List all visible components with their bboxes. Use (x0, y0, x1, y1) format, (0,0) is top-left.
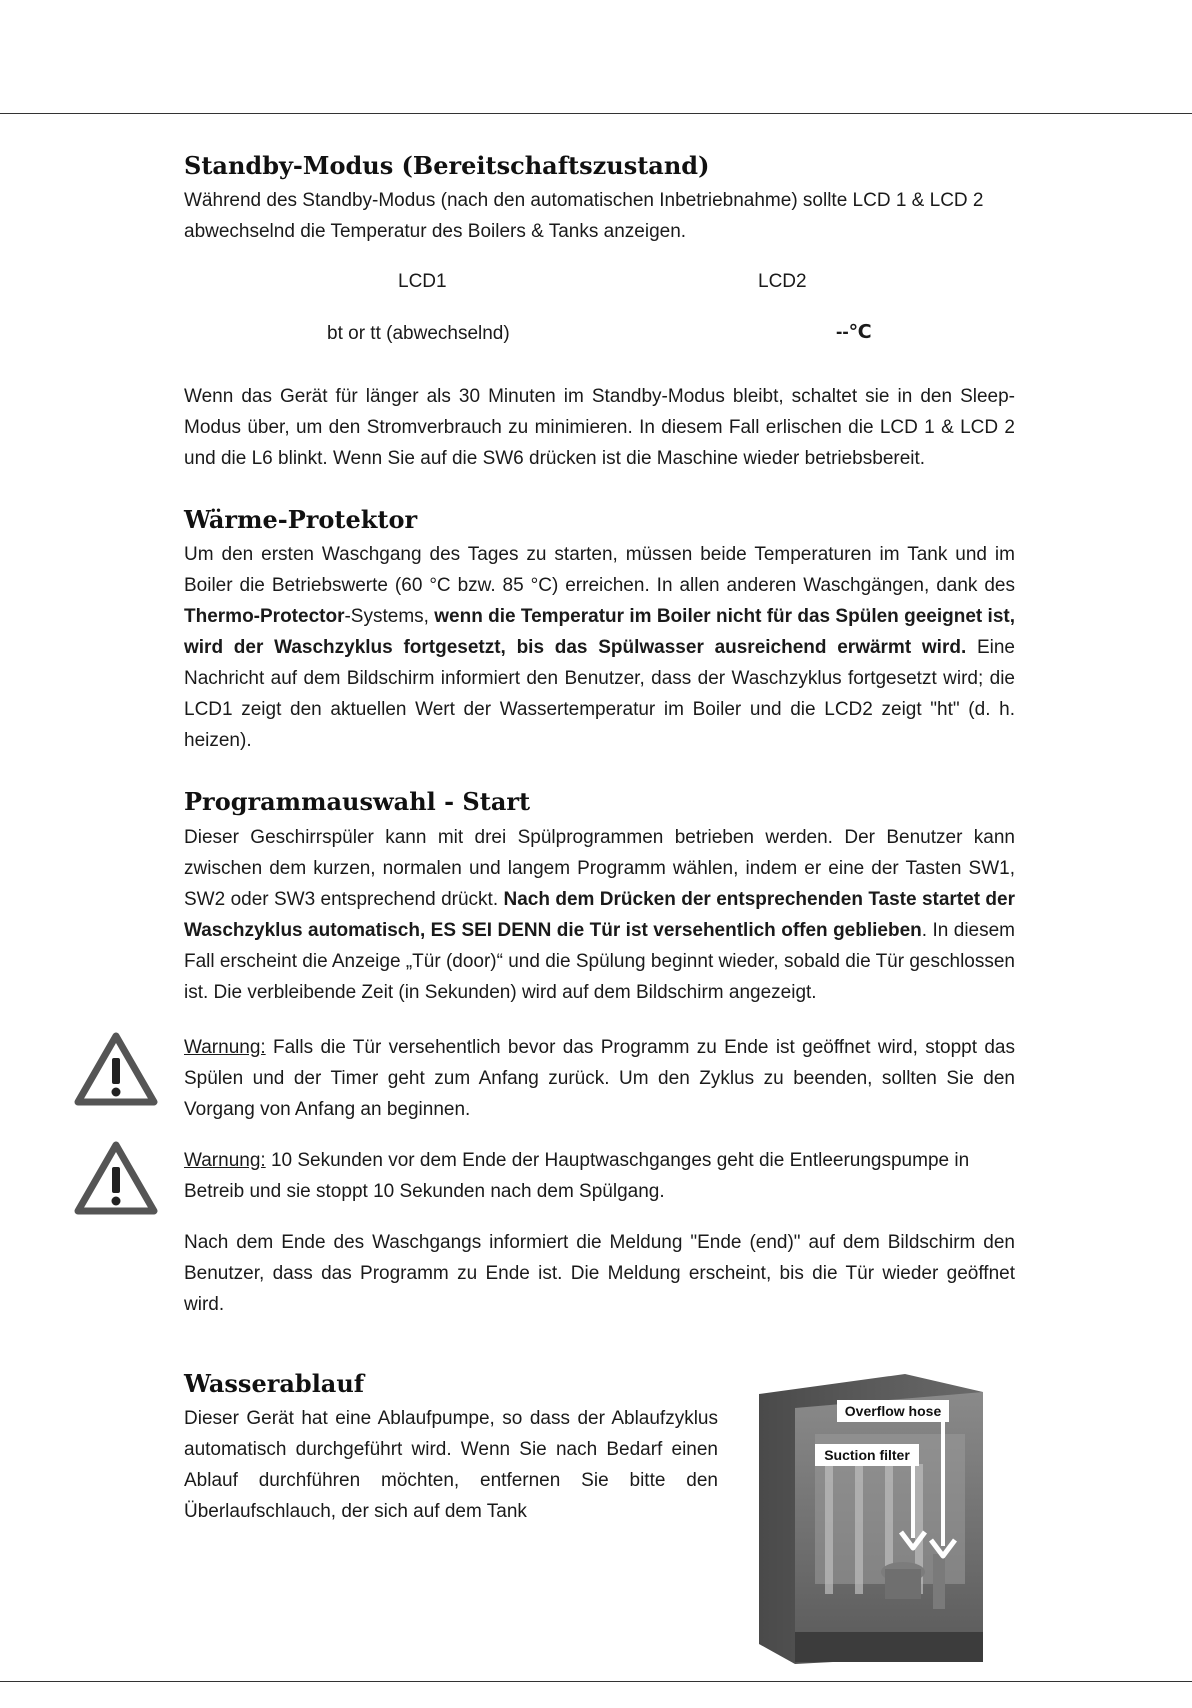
lcd1-label: LCD1 (398, 271, 447, 293)
lcd2-label: LCD2 (758, 271, 807, 293)
warning-body: Falls die Tür versehentlich bevor das Programm zu Ende ist geöffnet wird, stoppt das Spülen und der Timer geht zum Anfang zurück. Um den Zyklus zu beenden, sollten Sie den Vorgang von Anfang an beginnen. (184, 1036, 1015, 1120)
standby-intro: Während des Standby-Modus (nach den automatischen Inbetriebnahme) sollte LCD 1 & LCD 2 abwechselnd die Temperatur des Boilers & Tanks anzeigen. (184, 190, 984, 243)
warning-label: Warnung: (184, 1149, 266, 1171)
drain-heading: Wasserablauf (184, 1368, 365, 1398)
heat-heading: Wärme-Protektor (184, 505, 418, 535)
lcd1-value: bt or tt (abwechselnd) (327, 323, 510, 345)
standby-heading: Standby-Modus (Bereitschaftszustand) (184, 151, 710, 180)
heat-protector-section (184, 504, 1015, 756)
heat-emphasis: wenn die Temperatur im Boiler nicht für das Spülen geeignet ist, wird der Waschzyklus fortgesetzt, bis das Spülwasser ausreichend erwärmt wird. (184, 606, 1015, 659)
heat-text-part: Eine Nachricht auf dem Bildschirm informiert den Benutzer, dass der Waschzyklus fortgesetzt wird; die LCD1 zeigt den aktuellen Wert der Wassertemperatur im Boiler und die LCD2 zeigt "ht" (d. h. heizen). (184, 637, 1015, 752)
page-content (184, 150, 1015, 1708)
program-text-part: . In diesem Fall erscheint die Anzeige „Tür (door)“ und die Spülung beginnt wieder, sobald die Tür geschlossen ist. Die verbleibende Zeit (in Sekunden) wird auf dem Bildschirm angezeigt. (184, 919, 1015, 1003)
program-text-part: Dieser Geschirrspüler kann mit drei Spülprogrammen betrieben werden. Der Benutzer kann zwischen dem kurzen, normalen und langem Programm wählen, indem er eine der Tasten SW1, SW2 oder SW3 entsprechend drückt. (184, 826, 1015, 910)
program-section (184, 786, 1015, 1007)
dishwasher-photo (755, 1374, 995, 1664)
suction-filter-label: Suction filter (824, 1446, 910, 1463)
heat-text-part: -Systems, (344, 606, 435, 628)
lcd2-value: --℃ (836, 322, 872, 344)
overflow-hose-label: Overflow hose (844, 1402, 942, 1419)
program-emphasis: Nach dem Drücken der entsprechenden Taste startet der Waschzyklus automatisch, ES SEI DENN die Tür ist versehentlich offen geblieben (184, 888, 1015, 941)
heat-text-part: Um den ersten Waschgang des Tages zu starten, müssen beide Temperaturen im Tank und im Boiler die Betriebswerte (60 °C bzw. 85 °C) erreichen. In allen anderen Waschgängen, dank des (184, 544, 1015, 597)
footer-rule (0, 1681, 1192, 1682)
warning-block (184, 1145, 1015, 1207)
warning-text (184, 1032, 1015, 1125)
warning-body: 10 Sekunden vor dem Ende der Hauptwaschganges geht die Entleerungspumpe in Betreib und sie stoppt 10 Sekunden nach dem Spülgang. (184, 1149, 970, 1202)
standby-sleep-text: Wenn das Gerät für länger als 30 Minuten im Standby-Modus bleibt, schaltet sie in den Sleep-Modus über, um den Stromverbrauch zu minimieren. In diesem Fall erlischen die LCD 1 & LCD 2 und die L6 blinkt. Wenn Sie auf die SW6 drücken ist die Maschine wieder betriebsbereit. (184, 386, 1015, 470)
warning-label: Warnung: (184, 1036, 266, 1058)
warning-text (184, 1145, 1015, 1207)
drain-text: Dieser Gerät hat eine Ablaufpumpe, so dass der Ablaufzyklus automatisch durchgeführt wird. Wenn Sie nach Bedarf einen Ablauf durchführen möchten, entfernen Sie bitte den Überlaufschlauch, der sich auf dem Tank (184, 1407, 718, 1522)
warning-triangle-icon (74, 1032, 158, 1106)
lcd-display-table (184, 271, 1015, 381)
program-heading: Programmauswahl - Start (184, 787, 531, 817)
warning-triangle-icon (74, 1141, 158, 1215)
header-rule (0, 113, 1192, 114)
thermo-protector-term: Thermo-Protector (184, 606, 345, 628)
program-text (184, 822, 1015, 1008)
end-text: Nach dem Ende des Waschgangs informiert die Meldung "Ende (end)" auf dem Bildschirm den Benutzer, dass das Programm zu Ende ist. Die Meldung erscheint, bis die Tür wieder geöffnet wird. (184, 1231, 1015, 1315)
heat-text (184, 539, 1015, 756)
warning-block (184, 1032, 1015, 1125)
drain-section (184, 1368, 1015, 1708)
